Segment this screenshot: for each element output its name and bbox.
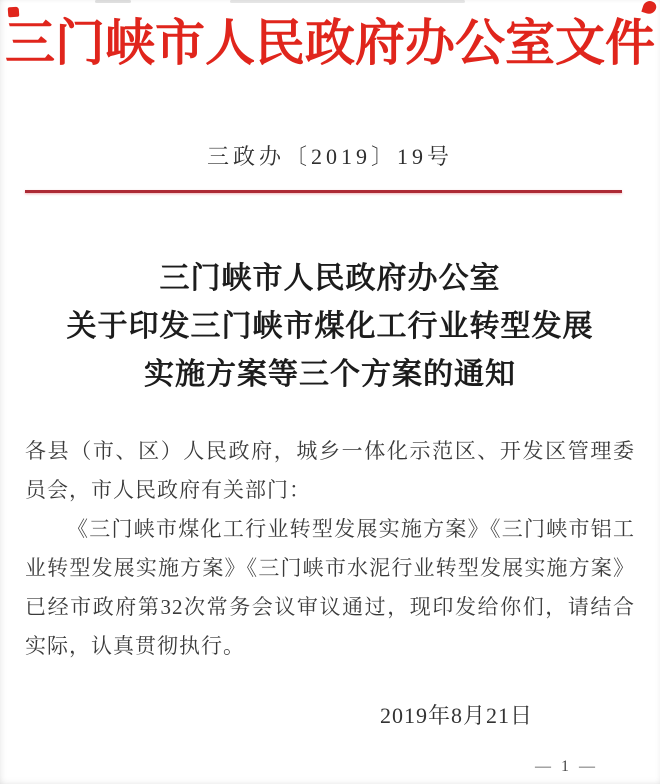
issue-date: 2019年8月21日 xyxy=(379,703,533,728)
document-body xyxy=(25,432,635,666)
document-title-line-1: 三门峡市人民政府办公室 xyxy=(159,262,501,295)
main-paragraph: 《三门峡市煤化工行业转型发展实施方案》《三门峡市铝工业转型发展实施方案》《三门峡市水泥行业转型发展实施方案》已经市政府第32次常务会议审议通过，现印发给你们，请结合实际，认真贯彻执行。 xyxy=(25,517,635,658)
red-divider-line xyxy=(25,190,622,193)
page-number: — 1 — xyxy=(535,758,598,775)
scan-smudge-top-2 xyxy=(230,0,465,3)
salutation-paragraph: 各县（市、区）人民政府，城乡一体化示范区、开发区管理委员会，市人民政府有关部门： xyxy=(25,439,635,502)
document-title-line-2: 关于印发三门峡市煤化工行业转型发展 xyxy=(66,310,594,343)
document-number: 三政办〔2019〕19号 xyxy=(206,144,453,169)
document-masthead: 三门峡市人民政府办公室文件 xyxy=(5,15,655,71)
document-title-line-3: 实施方案等三个方案的通知 xyxy=(144,358,516,391)
document-title xyxy=(0,255,660,399)
scan-smudge-top-1 xyxy=(95,0,131,3)
